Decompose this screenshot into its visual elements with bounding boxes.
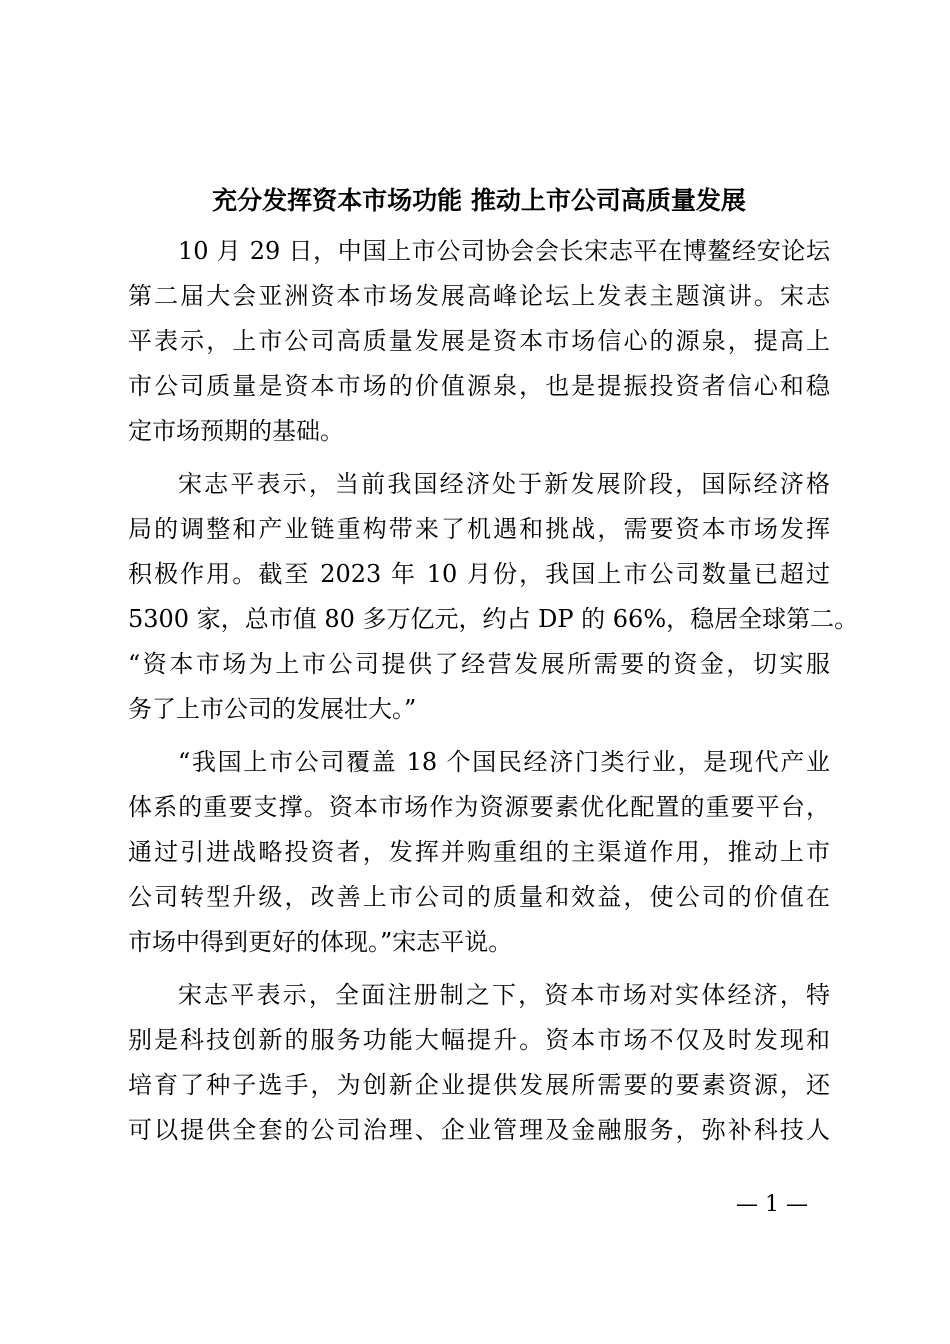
paragraph <box>128 229 830 454</box>
text-line: 积极作用。截至 2023 年 10 月份，我国上市公司数量已超过 <box>128 560 830 588</box>
text-line: 局的调整和产业链重构带来了机遇和挑战，需要资本市场发挥 <box>128 515 830 543</box>
text-line: 宋志平表示，全面注册制之下，资本市场对实体经济，特 <box>178 981 830 1009</box>
text-line: 5300 家，总市值 80 多万亿元，约占 DP 的 66%，稳居全球第二。 <box>128 605 859 633</box>
text-line: 第二届大会亚洲资本市场发展高峰论坛上发表主题演讲。宋志 <box>128 282 830 310</box>
text-line: 宋志平表示，当前我国经济处于新发展阶段，国际经济格 <box>178 470 830 498</box>
text-line: 可以提供全套的公司治理、企业管理及金融服务，弥补科技人 <box>128 1116 830 1144</box>
text-line: 培育了种子选手，为创新企业提供发展所需要的要素资源，还 <box>128 1071 830 1099</box>
text-line: 市公司质量是资本市场的价值源泉，也是提振投资者信心和稳 <box>128 372 830 400</box>
page-number: — 1 — <box>736 1192 808 1217</box>
text-line: 公司转型升级，改善上市公司的质量和效益，使公司的价值在 <box>128 883 830 911</box>
paragraph <box>128 973 830 1153</box>
document-title: 充分发挥资本市场功能 推动上市公司高质量发展 <box>212 186 746 215</box>
text-line: “资本市场为上市公司提供了经营发展所需要的资金，切实服 <box>128 650 830 678</box>
paragraph <box>128 462 859 732</box>
text-line: 通过引进战略投资者，发挥并购重组的主渠道作用，推动上市 <box>128 838 830 866</box>
text-line: 务了上市公司的发展壮大。” <box>128 695 417 723</box>
text-line: “我国上市公司覆盖 18 个国民经济门类行业，是现代产业 <box>178 748 830 776</box>
paragraph <box>128 740 830 965</box>
text-line: 市场中得到更好的体现。”宋志平说。 <box>128 928 513 956</box>
text-line: 平表示，上市公司高质量发展是资本市场信心的源泉，提高上 <box>128 327 830 355</box>
text-line: 别是科技创新的服务功能大幅提升。资本市场不仅及时发现和 <box>128 1026 830 1054</box>
document-body <box>128 229 859 1161</box>
text-line: 10 月 29 日，中国上市公司协会会长宋志平在博鳌经安论坛 <box>178 237 830 265</box>
text-line: 定市场预期的基础。 <box>128 417 344 445</box>
text-line: 体系的重要支撑。资本市场作为资源要素优化配置的重要平台， <box>128 793 830 821</box>
